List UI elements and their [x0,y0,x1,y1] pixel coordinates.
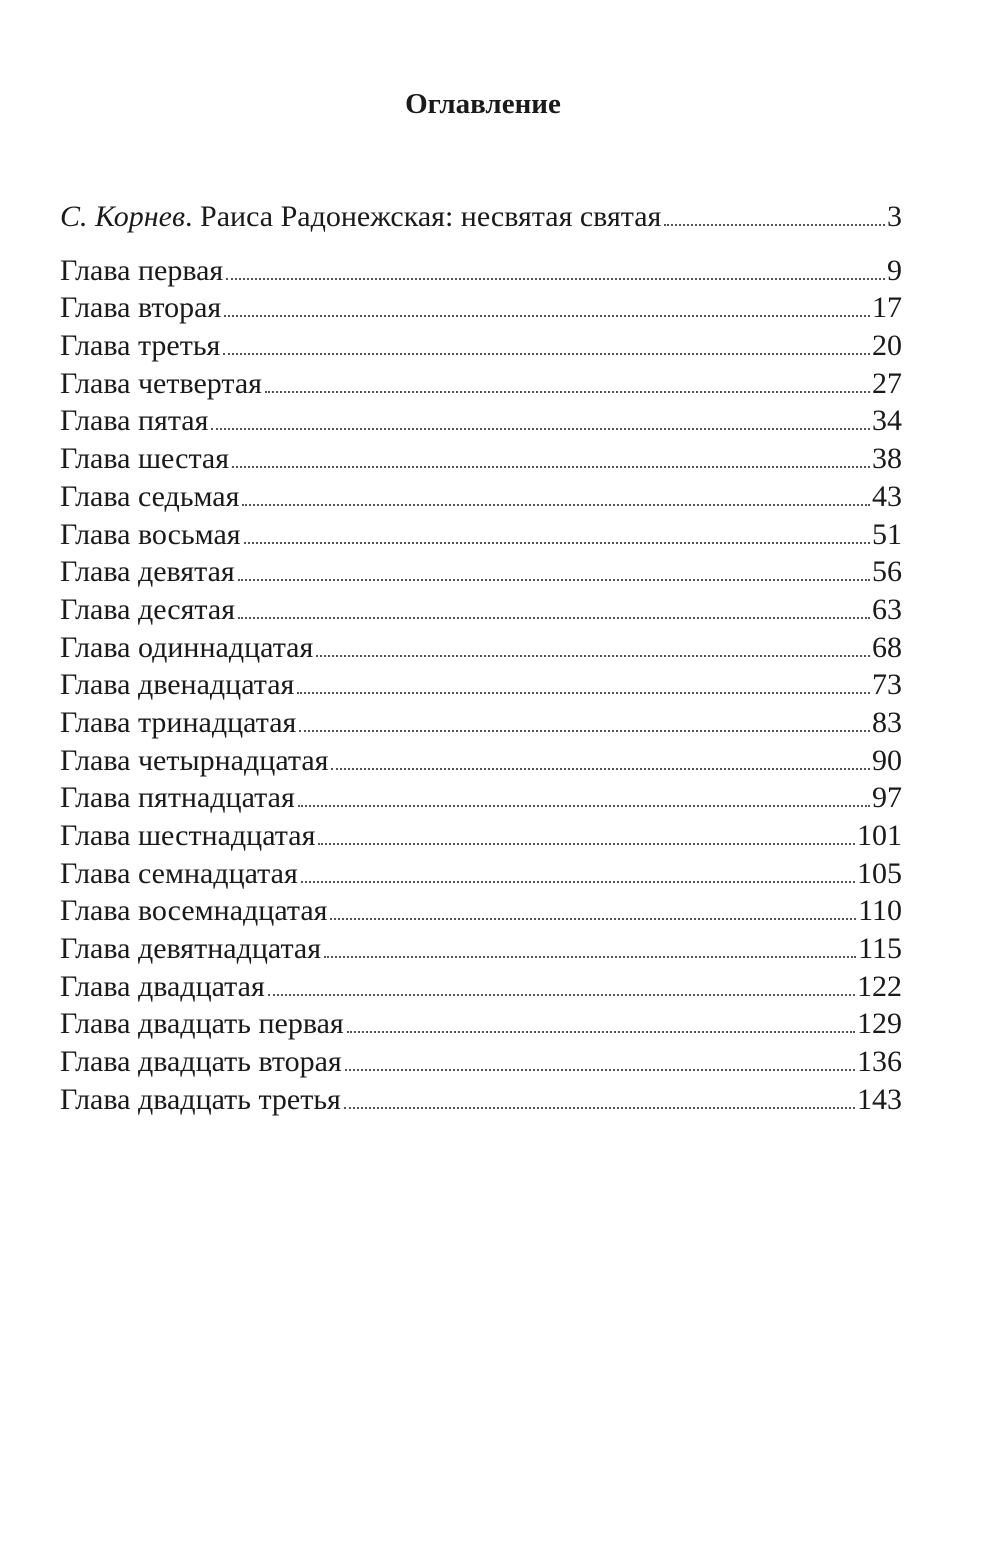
toc-entry-page: 17 [872,291,902,325]
dot-leader [664,223,885,226]
dot-leader [211,427,870,430]
toc-entry[interactable] [60,742,902,780]
toc-entry-page: 43 [872,479,902,513]
dot-leader [299,729,870,732]
toc-entry[interactable] [60,855,902,893]
toc-entry[interactable] [60,365,902,403]
toc-entry-page: 122 [857,969,902,1003]
toc-entry[interactable] [60,289,902,327]
toc-entry[interactable] [60,892,902,930]
toc-entry-page: 110 [858,894,902,928]
toc-entry-title: Глава четвертая [60,366,262,400]
toc-entry-title: Глава двадцать вторая [60,1045,342,1079]
toc-entry-intro-text [60,198,661,236]
dot-leader [330,917,856,920]
toc-entry-title: Глава шестнадцатая [60,819,316,852]
dot-leader [244,541,870,544]
dot-leader [268,993,855,996]
toc-entry[interactable] [60,629,902,667]
toc-entry-title: Глава первая [60,253,224,287]
toc-entry-title: Глава третья [60,329,221,363]
toc-entry-intro-title: . Раиса Радонежская: несвятая святая [185,200,662,233]
toc-entry[interactable] [60,327,902,365]
toc-entry-author: С. Корнев [60,200,186,233]
dot-leader [345,1068,855,1071]
toc-entry-page: 63 [872,592,902,626]
toc-entry-page: 97 [872,781,902,815]
toc-entry-title: Глава седьмая [60,479,240,513]
dot-leader [242,503,870,506]
dot-leader [265,390,870,393]
dot-leader [324,955,856,958]
toc-entry[interactable] [60,817,902,855]
toc-entry-title: Глава двадцатая [60,969,265,1003]
toc-entry-title: Глава девятая [60,555,235,589]
toc-entry[interactable] [60,1005,902,1043]
dot-leader [316,654,870,657]
toc-entry-title: Глава двадцать третья [60,1082,341,1116]
toc-entry-intro[interactable] [60,198,902,236]
toc-entry[interactable] [60,1081,902,1119]
toc-entry-page: 143 [857,1082,902,1116]
toc-entry-title: Глава восьмая [60,517,241,551]
dot-leader [232,465,870,468]
toc-entry-page: 90 [872,743,902,777]
toc-entry-page: 136 [857,1045,902,1079]
chapter-list [60,252,902,1119]
toc-entry-title: Глава пятнадцатая [60,781,295,815]
dot-leader [298,804,870,807]
toc-entry-page: 101 [857,819,902,852]
toc-entry-page: 9 [887,253,902,287]
toc-entry-title: Глава вторая [60,291,222,325]
page-title: Оглавление [405,88,561,120]
toc-entry-page: 3 [887,200,902,233]
dot-leader [301,880,855,883]
dot-leader [238,578,870,581]
toc-entry[interactable] [60,968,902,1006]
dot-leader [297,691,870,694]
dot-leader [347,1030,855,1033]
toc-entry-title: Глава шестая [60,442,230,476]
dot-leader [344,1106,855,1109]
dot-leader [331,767,870,770]
toc-entry[interactable] [60,930,902,968]
toc-entry-title: Глава двадцать первая [60,1007,344,1041]
toc-entry-page: 20 [872,329,902,363]
toc-entry-title: Глава восемнадцатая [60,894,328,928]
dot-leader [238,616,870,619]
toc-entry[interactable] [60,440,902,478]
toc-entry-page: 105 [857,856,902,890]
toc-entry-page: 129 [857,1007,902,1041]
toc-entry-title: Глава пятая [60,404,209,438]
toc-entry-page: 83 [872,705,902,739]
toc-entry[interactable] [60,666,902,704]
toc-entry[interactable] [60,478,902,516]
toc-entry-page: 34 [872,404,902,438]
toc-entry-title: Глава семнадцатая [60,856,298,890]
toc-entry[interactable] [60,402,902,440]
toc-entry-title: Глава двенадцатая [60,668,295,702]
toc-entry-page: 51 [872,517,902,551]
toc-entry-title: Глава четырнадцатая [60,743,329,777]
toc-entry-title: Глава одиннадцатая [60,630,314,664]
toc-entry[interactable] [60,779,902,817]
toc-entry-page: 68 [872,630,902,664]
table-of-contents [60,198,902,1119]
toc-entry[interactable] [60,591,902,629]
dot-leader [318,842,855,845]
toc-entry-page: 38 [872,442,902,476]
toc-entry[interactable] [60,1043,902,1081]
toc-entry[interactable] [60,553,902,591]
toc-entry-page: 115 [858,932,902,966]
toc-entry[interactable] [60,516,902,554]
dot-leader [226,277,885,280]
toc-entry-page: 27 [872,366,902,400]
toc-entry-title: Глава десятая [60,592,235,626]
toc-entry-page: 56 [872,555,902,589]
dot-leader [223,352,870,355]
dot-leader [224,314,870,317]
toc-entry[interactable] [60,252,902,290]
toc-entry-title: Глава тринадцатая [60,705,297,739]
toc-entry-title: Глава девятнадцатая [60,932,322,966]
toc-entry-page: 73 [872,668,902,702]
toc-entry[interactable] [60,704,902,742]
